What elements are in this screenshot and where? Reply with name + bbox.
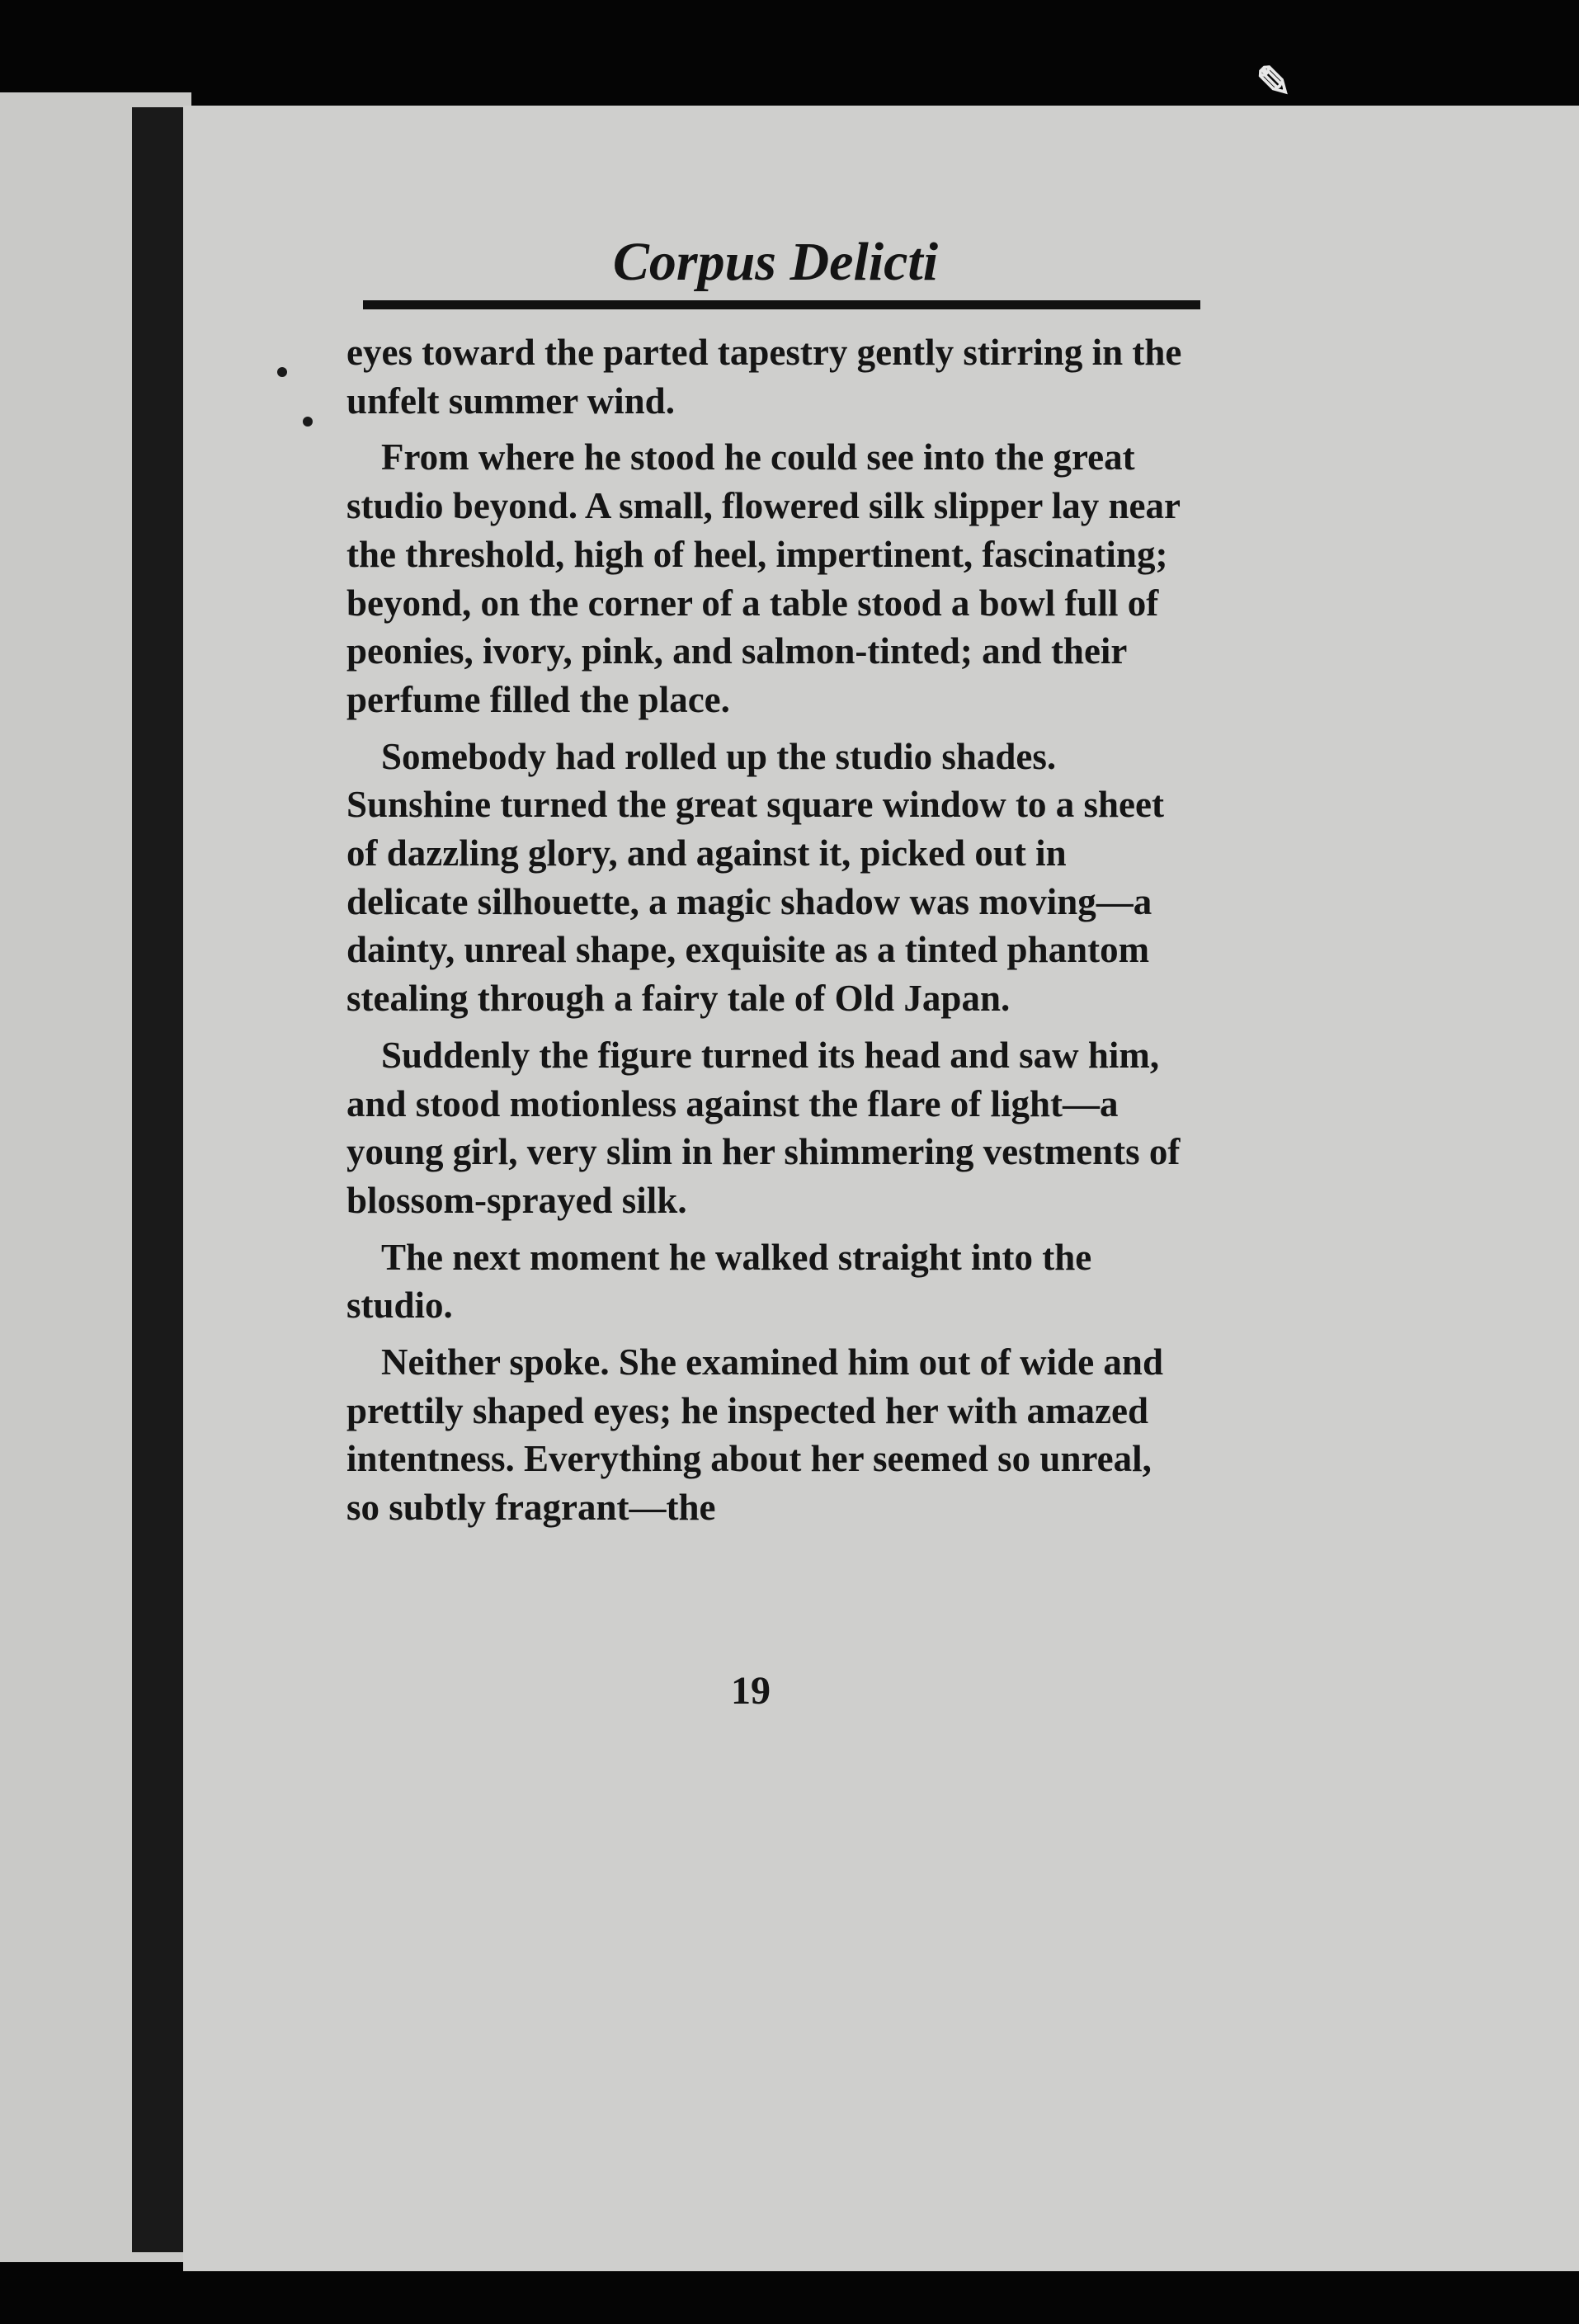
- paragraph: eyes toward the parted tapestry gently stirring in the unfelt summer wind.: [346, 332, 1182, 422]
- paragraph: From where he stood he could see into the great studio beyond. A small, flowered silk slipper lay near the threshold, high of heel, impertinent, fascinating; beyond, on the corner of a table stood a bowl full of peonies, ivory, pink, and salmon-tinted; and their perfume filled the place.: [346, 436, 1181, 720]
- paragraph: Neither spoke. She examined him out of wide and prettily shaped eyes; he inspected her with amazed intentness. Everything about her seemed so unreal, so subtly fragrant—the: [346, 1341, 1163, 1529]
- paragraph: Suddenly the figure turned its head and saw him, and stood motionless against the flare of light—a young girl, very slim in her shimmering vestments of blossom-sprayed silk.: [346, 1034, 1181, 1221]
- margin-dot: [303, 417, 313, 427]
- margin-dot: [277, 367, 287, 377]
- body-text: [346, 328, 1192, 1540]
- page-number: 19: [731, 1669, 771, 1713]
- running-title: Corpus Delicti: [612, 232, 939, 292]
- paragraph: Somebody had rolled up the studio shades. Sunshine turned the great square window to a sheet of dazzling glory, and against it, picked out in delicate silhouette, a magic shadow was moving—a dainty, unreal shape, exquisite as a tinted phantom stealing through a fairy tale of Old Japan.: [346, 735, 1164, 1020]
- book-gutter: [132, 107, 183, 2252]
- header-rule: [363, 300, 1200, 309]
- paragraph: The next moment he walked straight into the studio.: [346, 1236, 1092, 1327]
- corner-scratch-mark: ✎: [1256, 59, 1292, 106]
